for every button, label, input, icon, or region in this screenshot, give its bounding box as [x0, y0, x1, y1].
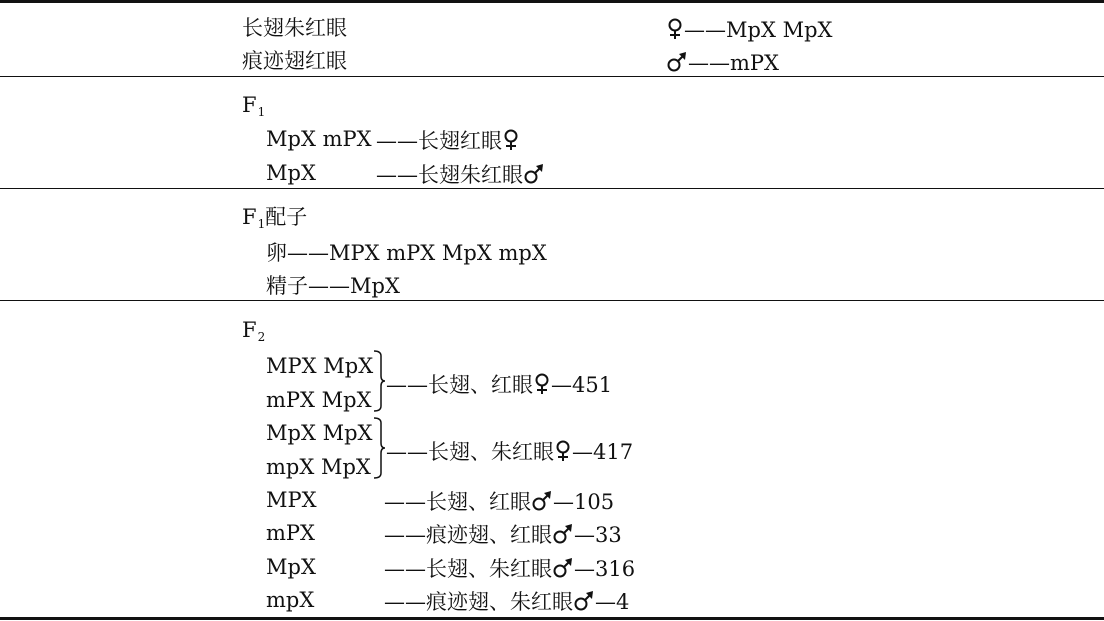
f1-gametes-suffix: 配子 — [265, 205, 308, 229]
f2-label: F — [242, 318, 257, 342]
f2-heading — [242, 318, 266, 344]
f2-row-count: —105 — [553, 490, 615, 514]
f1-row-result — [376, 163, 545, 186]
f2-row-result — [384, 523, 622, 546]
section-divider-3 — [0, 300, 1104, 301]
grouping-brace-icon — [373, 417, 387, 479]
f2-row-phenotype: ——长翅、红眼 — [384, 490, 531, 514]
male-symbol-icon — [573, 590, 595, 612]
f2-row-genotype: MpX — [266, 555, 316, 579]
f2-row-count: —33 — [574, 523, 622, 547]
f1-row-phenotype: ——长翅朱红眼 — [376, 163, 523, 187]
f2-group-count: —417 — [572, 440, 634, 464]
female-symbol-icon — [502, 129, 520, 151]
f2-row-result — [384, 490, 614, 513]
f2-row-genotype: MPX — [266, 488, 317, 512]
f2-row-result — [384, 557, 635, 580]
f1-label: F — [242, 93, 257, 117]
f1-heading — [242, 93, 266, 119]
f2-row-phenotype: ——痕迹翅、朱红眼 — [384, 590, 573, 614]
female-symbol-icon — [554, 440, 572, 462]
f2-row-genotype: mpX — [266, 588, 315, 612]
f2-group-phenotype: ——长翅、红眼 — [386, 373, 533, 397]
f2-row-phenotype: ——长翅、朱红眼 — [384, 557, 552, 581]
f2-row-phenotype: ——痕迹翅、红眼 — [384, 523, 552, 547]
parent-male-genotype: ——mPX — [688, 51, 779, 75]
male-symbol-icon — [552, 557, 574, 579]
egg-list: ——MPX mPX MpX mpX — [287, 241, 547, 265]
f1-row-genotype: MpX mPX — [266, 127, 372, 151]
male-symbol-icon — [552, 523, 574, 545]
male-symbol-icon — [666, 51, 688, 73]
f1-gametes-sub: 1 — [257, 217, 266, 231]
f2-group-result — [386, 373, 612, 396]
sperm-label: 精子 — [266, 274, 308, 298]
f1-gametes-label: F — [242, 205, 257, 229]
parent-male-cross — [666, 51, 779, 74]
sperm-row — [266, 276, 400, 297]
f1-gametes-heading — [242, 205, 308, 231]
f2-row-genotype: mPX — [266, 521, 315, 545]
f2-group-genotype: mpX MpX — [266, 455, 371, 479]
parent-female-phenotype: 长翅朱红眼 — [242, 16, 347, 40]
sperm-list: ——MpX — [308, 274, 400, 298]
f1-row-genotype: MpX — [266, 161, 316, 185]
f2-group-genotype: MPX MpX — [266, 354, 374, 378]
female-symbol-icon — [666, 18, 684, 40]
grouping-brace-icon — [373, 350, 387, 412]
male-symbol-icon — [531, 490, 553, 512]
f2-group-phenotype: ——长翅、朱红眼 — [386, 440, 554, 464]
f2-group-result — [386, 440, 633, 463]
table-top-rule — [0, 0, 1104, 3]
f2-row-result — [384, 590, 629, 613]
table-bottom-rule — [0, 617, 1104, 620]
section-divider-2 — [0, 188, 1104, 189]
f2-row-count: —316 — [574, 557, 636, 581]
f2-group-genotype: mPX MpX — [266, 388, 372, 412]
f1-row-phenotype: ——长翅红眼 — [376, 129, 502, 153]
parent-male-phenotype: 痕迹翅红眼 — [242, 49, 347, 73]
f2-row-count: —4 — [595, 590, 630, 614]
egg-label: 卵 — [266, 241, 287, 265]
f2-sub: 2 — [257, 330, 266, 344]
male-symbol-icon — [523, 163, 545, 185]
female-symbol-icon — [533, 373, 551, 395]
parent-female-cross — [666, 18, 832, 41]
f2-group-count: —451 — [551, 373, 613, 397]
f2-group-genotype: MpX MpX — [266, 421, 373, 445]
f1-sub: 1 — [257, 105, 266, 119]
parent-female-genotype: ——MpX MpX — [684, 18, 833, 42]
egg-row — [266, 243, 547, 264]
f1-row-result — [376, 129, 520, 152]
section-divider-1 — [0, 76, 1104, 77]
